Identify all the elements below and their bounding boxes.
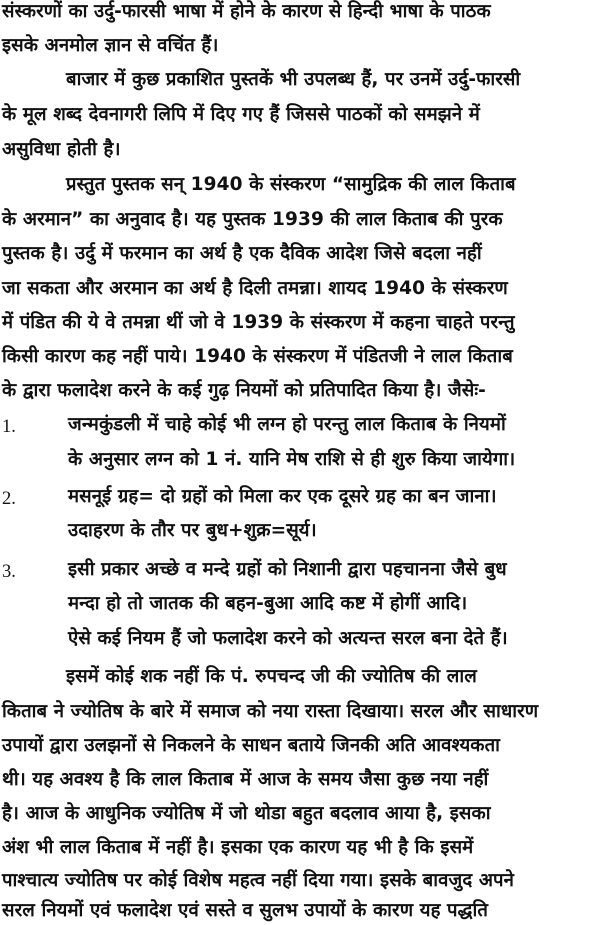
- text-line: सरल नियमों एवं फलादेश एवं सस्ते व सुलभ उपायों के कारण यह पद्धति: [2, 900, 488, 921]
- list-item-line: मन्दा हो तो जातक की बहन-बुआ आदि कष्ट में होगीं आदि।: [68, 593, 468, 614]
- text-line: किताब ने ज्योतिष के बारे में समाज को नया रास्ता दिखाया। सरल और साधारण: [2, 701, 539, 722]
- list-number: 2.: [2, 489, 16, 509]
- list-item-line: इसी प्रकार अच्छे व मन्दे ग्रहों को निशानी द्वारा पहचानना जैसे बुध: [68, 559, 507, 580]
- text-line: के मूल शब्द देवनागरी लिपि में दिए गए हैं जिससे पाठकों को समझने में: [2, 104, 480, 125]
- text-line: अंश भी लाल किताब में नहीं है। इसका एक कारण यह भी है कि इसमें: [2, 837, 474, 858]
- text-line: ऐसे कई नियम हैं जो फलादेश करने को अत्यन्त सरल बना देते हैं।: [68, 628, 508, 649]
- list-item-line: के अनुसार लग्न को 1 नं. यानि मेष राशि से ही शुरु किया जायेगा।: [68, 449, 516, 470]
- text-line: इसके अनमोल ज्ञान से वचिंत हैं।: [2, 35, 219, 56]
- text-line: के अरमान” का अनुवाद है। यह पुस्तक 1939 की लाल किताब की पुरक: [2, 209, 503, 230]
- text-line: थी। यह अवश्य है कि लाल किताब में आज के समय जैसा कुछ नया नहीं: [2, 769, 489, 790]
- list-item-line: उदाहरण के तौर पर बुध+शुक्र=सूर्य।: [68, 520, 317, 541]
- text-line: बाजार में कुछ प्रकाशित पुस्तकें भी उपलब्ध हैं, पर उनमें उर्दु-फारसी: [66, 69, 521, 90]
- text-line: में पंडित की ये वे तमन्ना थीं जो वे 1939 के संस्करण में कहना चाहते परन्तु: [2, 312, 515, 333]
- text-line: किसी कारण कह नहीं पाये। 1940 के संस्करण में पंडितजी ने लाल किताब: [2, 346, 513, 367]
- text-line: है। आज के आधुनिक ज्योतिष में जो थोडा बहुत बदलाव आया है, इसका: [2, 803, 491, 824]
- text-line: इसमें कोई शक नहीं कि पं. रुपचन्द जी की ज्योतिष की लाल: [66, 666, 477, 687]
- list-number: 1.: [2, 417, 16, 437]
- text-line: उपायों द्वारा उलझनों से निकलने के साधन बताये जिनकी अति आवश्यकता: [2, 735, 501, 756]
- text-line: जा सकता और अरमान का अर्थ है दिली तमन्ना। शायद 1940 के संस्करण: [2, 278, 508, 299]
- text-line: प्रस्तुत पुस्तक सन् 1940 के संस्करण “सामुद्रिक की लाल किताब: [66, 174, 516, 195]
- text-line: संस्करणों का उर्दु-फारसी भाषा में होने के कारण से हिन्दी भाषा के पाठक: [2, 1, 491, 22]
- text-line: पुस्तक है। उर्दु में फरमान का अर्थ है एक दैविक आदेश जिसे बदला नहीं: [2, 243, 482, 264]
- text-line: के द्वारा फलादेश करने के कई गुढ़ नियमों को प्रतिपादित किया है। जैसेः-: [2, 380, 486, 401]
- list-item-line: जन्मकुंडली में चाहे कोई भी लग्न हो परन्तु लाल किताब के नियमों: [68, 414, 506, 435]
- text-line: असुविधा होती है।: [2, 139, 121, 160]
- text-line: पाश्चात्य ज्योतिष पर कोई विशेष महत्व नहीं दिया गया। इसके बावजुद अपने: [2, 870, 515, 891]
- list-number: 3.: [2, 562, 16, 582]
- list-item-line: मसनूई ग्रह= दो ग्रहों को मिला कर एक दूसरे ग्रह का बन जाना।: [68, 486, 497, 507]
